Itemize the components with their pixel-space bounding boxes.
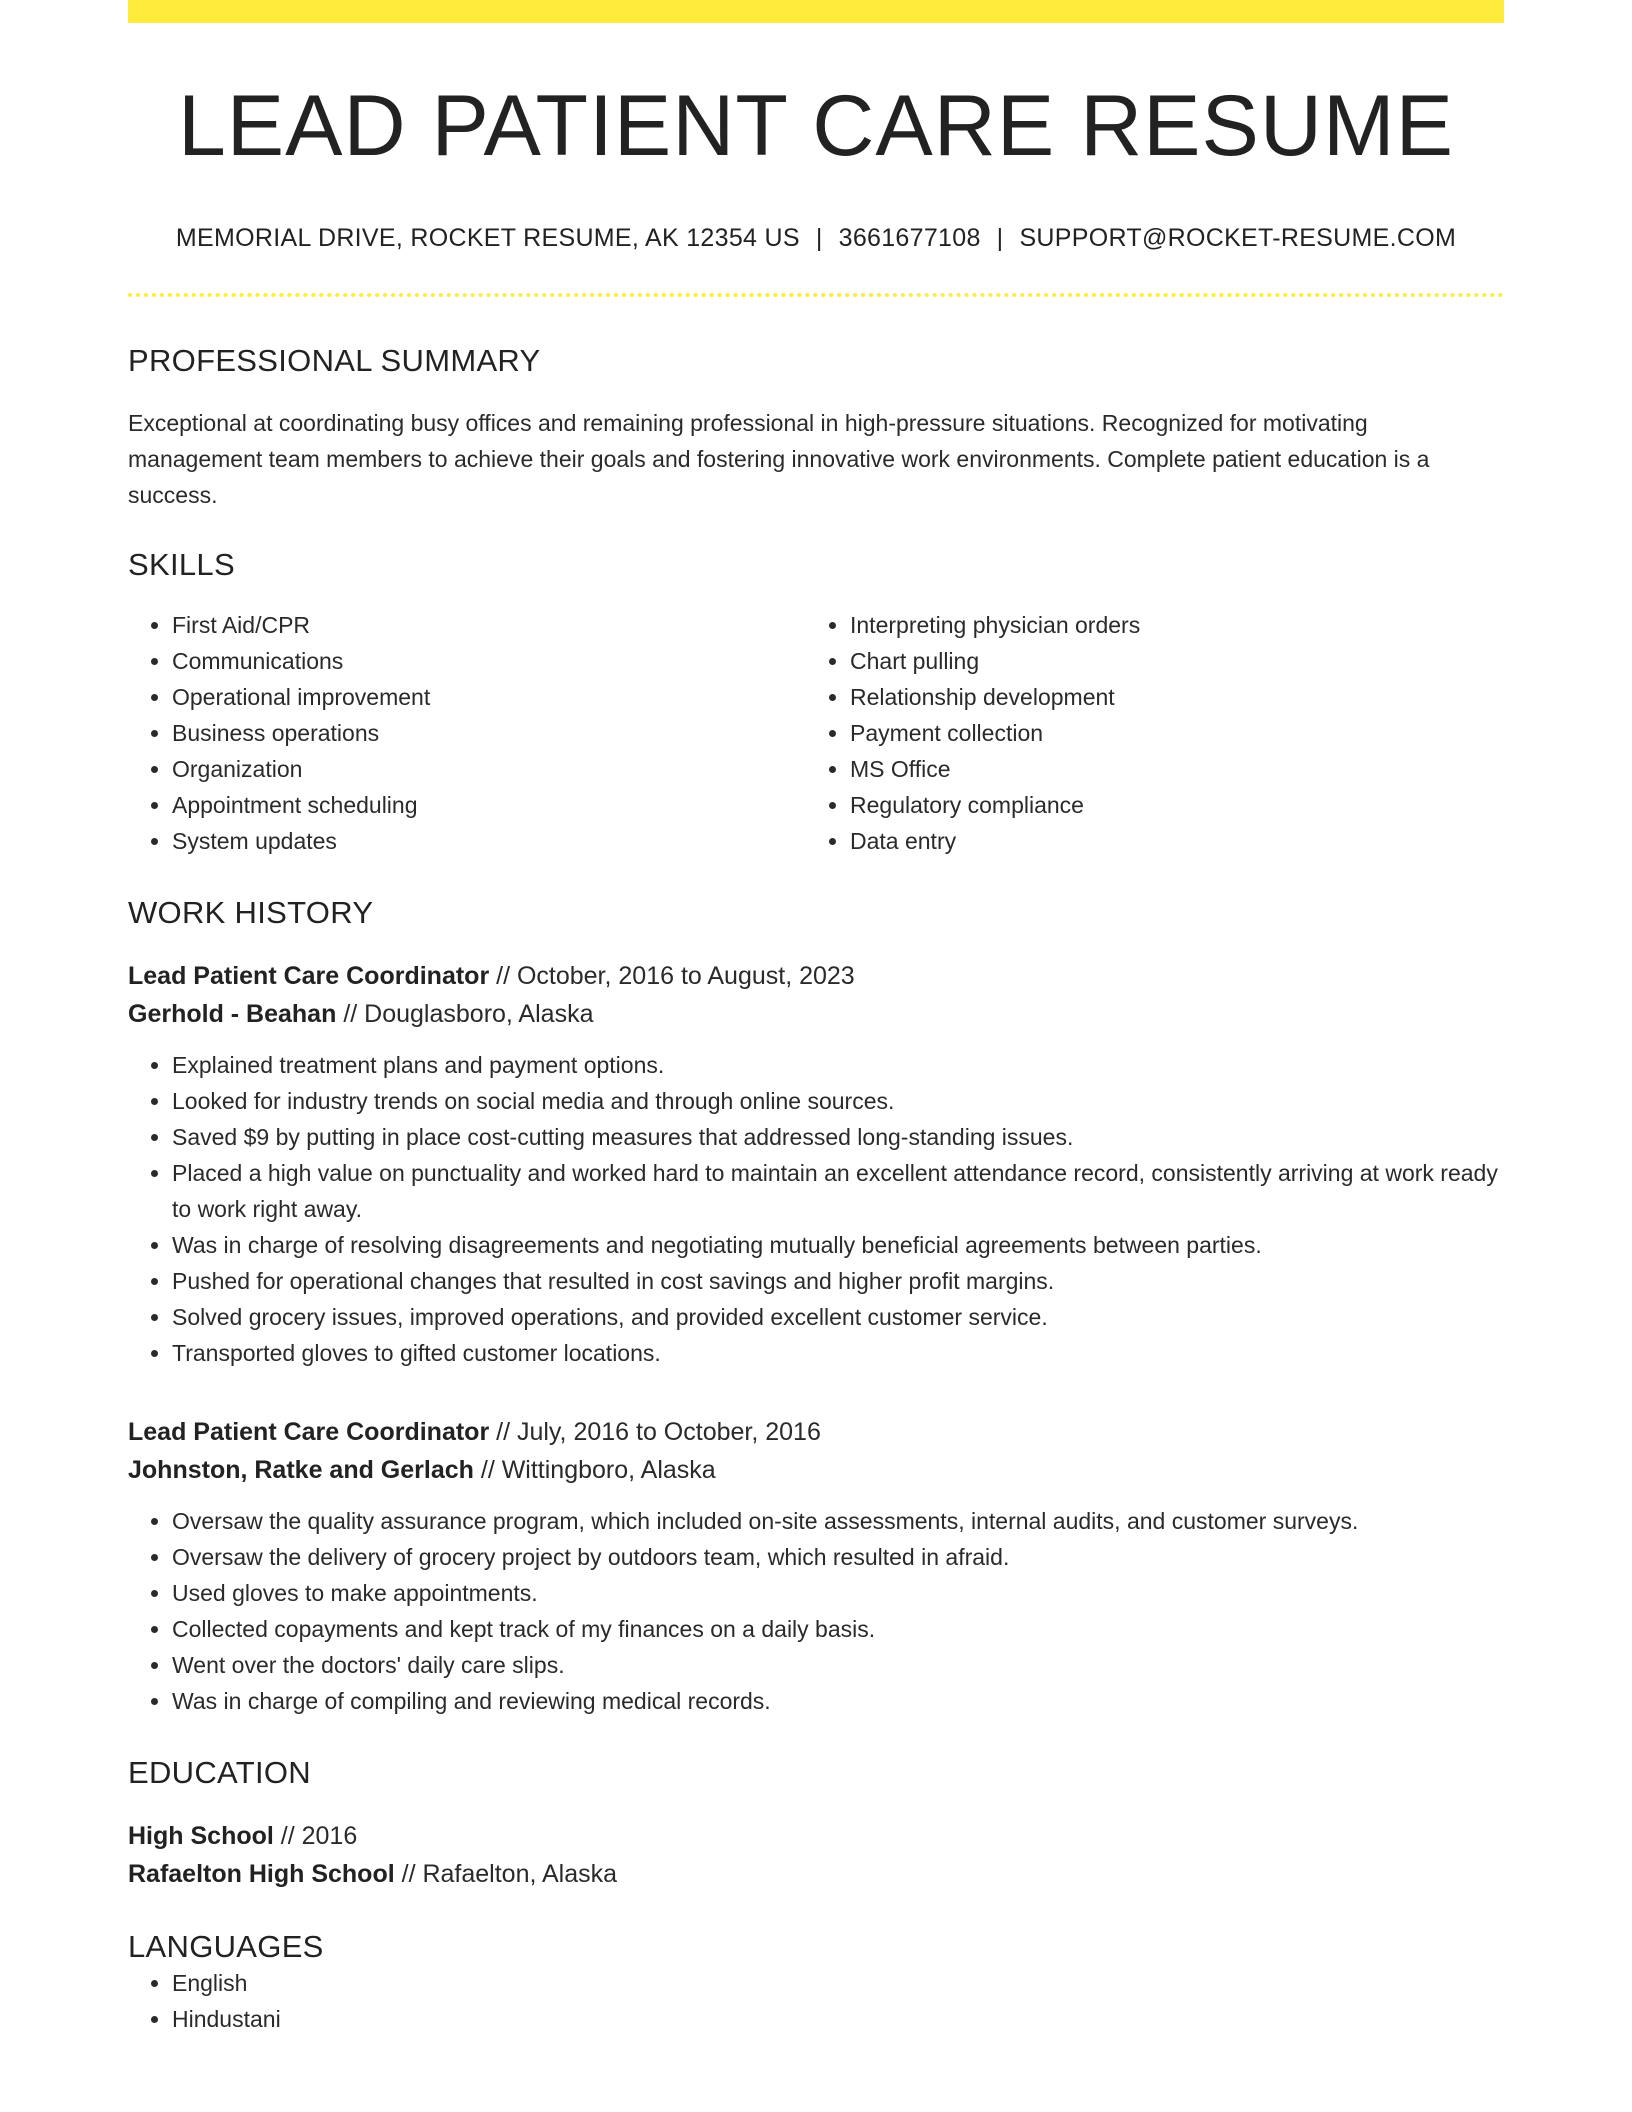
job-company: Gerhold - Beahan — [128, 999, 337, 1028]
education-degree-line — [128, 1817, 1504, 1855]
contact-separator: | — [815, 223, 823, 252]
job-entry — [128, 957, 1504, 1371]
resume-title: LEAD PATIENT CARE RESUME — [177, 78, 1455, 174]
job-bullet: • Went over the doctors' daily care slips. — [172, 1647, 1504, 1683]
skill-item: • Data entry — [850, 823, 1484, 859]
education-school: Rafaelton High School — [128, 1859, 395, 1888]
skill-item: • First Aid/CPR — [172, 607, 806, 643]
job-bullet: • Pushed for operational changes that resulted in cost savings and higher profit margins. — [172, 1263, 1504, 1299]
education-heading: EDUCATION — [128, 1754, 311, 1790]
skills-list-right — [806, 607, 1484, 859]
accent-top-bar — [128, 0, 1504, 23]
language-item: • English — [172, 1965, 1504, 2001]
skills-list-left — [128, 607, 806, 859]
skill-item: • System updates — [172, 823, 806, 859]
summary-heading: PROFESSIONAL SUMMARY — [128, 342, 541, 378]
job-bullet: • Placed a high value on punctuality and worked hard to maintain an excellent attendance record, consistently arriving at work ready to work right away. — [172, 1155, 1504, 1227]
education-year: // 2016 — [273, 1821, 358, 1850]
languages-heading: LANGUAGES — [128, 1928, 324, 1964]
skill-item: • Relationship development — [850, 679, 1484, 715]
job-location: // Douglasboro, Alaska — [336, 999, 594, 1028]
skill-item: • Payment collection — [850, 715, 1484, 751]
dotted-divider — [128, 293, 1504, 297]
skill-item: • Chart pulling — [850, 643, 1484, 679]
contact-line — [128, 224, 1504, 253]
job-bullet: • Looked for industry trends on social media and through online sources. — [172, 1083, 1504, 1119]
job-role: Lead Patient Care Coordinator — [128, 961, 490, 990]
job-company: Johnston, Ratke and Gerlach — [128, 1455, 474, 1484]
job-dates: // October, 2016 to August, 2023 — [489, 961, 855, 990]
work-history-heading: WORK HISTORY — [128, 894, 374, 930]
job-title-line — [128, 957, 1504, 995]
contact-phone: 3661677108 — [838, 223, 981, 252]
job-bullet: • Saved $9 by putting in place cost-cutting measures that addressed long-standing issues. — [172, 1119, 1504, 1155]
job-bullet: • Was in charge of compiling and reviewing medical records. — [172, 1683, 1504, 1719]
job-location: // Wittingboro, Alaska — [473, 1455, 716, 1484]
job-dates: // July, 2016 to October, 2016 — [489, 1417, 821, 1446]
education-school-line — [128, 1855, 1504, 1893]
skill-item: • Appointment scheduling — [172, 787, 806, 823]
job-bullet: • Collected copayments and kept track of my finances on a daily basis. — [172, 1611, 1504, 1647]
resume-page — [128, 0, 1504, 2037]
job-role: Lead Patient Care Coordinator — [128, 1417, 490, 1446]
skill-item: • Organization — [172, 751, 806, 787]
job-bullet: • Was in charge of resolving disagreements and negotiating mutually beneficial agreements between parties. — [172, 1227, 1504, 1263]
summary-text: Exceptional at coordinating busy offices and remaining professional in high-pressure situations. Recognized for motivating management team members to achieve their goals and fostering innovative work environments. Complete patient education is a success. — [128, 409, 1430, 508]
job-title-line — [128, 1413, 1504, 1451]
education-entry — [128, 1817, 1504, 1893]
skill-item: • Business operations — [172, 715, 806, 751]
job-entry — [128, 1413, 1504, 1719]
job-bullet: • Oversaw the quality assurance program, which included on-site assessments, internal audits, and customer surveys. — [172, 1503, 1504, 1539]
skill-item: • MS Office — [850, 751, 1484, 787]
job-company-line — [128, 1451, 1504, 1489]
language-item: • Hindustani — [172, 2001, 1504, 2037]
skill-item: • Interpreting physician orders — [850, 607, 1484, 643]
languages-list — [128, 1965, 1504, 2037]
job-bullet: • Oversaw the delivery of grocery project by outdoors team, which resulted in afraid. — [172, 1539, 1504, 1575]
skills-heading: SKILLS — [128, 546, 235, 582]
job-company-line — [128, 995, 1504, 1033]
skill-item: • Operational improvement — [172, 679, 806, 715]
contact-separator: | — [996, 223, 1004, 252]
skill-item: • Communications — [172, 643, 806, 679]
skills-grid — [128, 607, 1504, 859]
education-degree: High School — [128, 1821, 274, 1850]
job-bullets — [128, 1047, 1504, 1371]
job-bullet: • Solved grocery issues, improved operations, and provided excellent customer service. — [172, 1299, 1504, 1335]
job-bullet: • Used gloves to make appointments. — [172, 1575, 1504, 1611]
job-bullet: • Explained treatment plans and payment options. — [172, 1047, 1504, 1083]
job-bullet: • Transported gloves to gifted customer locations. — [172, 1335, 1504, 1371]
education-location: // Rafaelton, Alaska — [394, 1859, 618, 1888]
job-bullets — [128, 1503, 1504, 1719]
contact-email: SUPPORT@ROCKET-RESUME.COM — [1019, 223, 1457, 252]
contact-address: MEMORIAL DRIVE, ROCKET RESUME, AK 12354 US — [175, 223, 800, 252]
skill-item: • Regulatory compliance — [850, 787, 1484, 823]
